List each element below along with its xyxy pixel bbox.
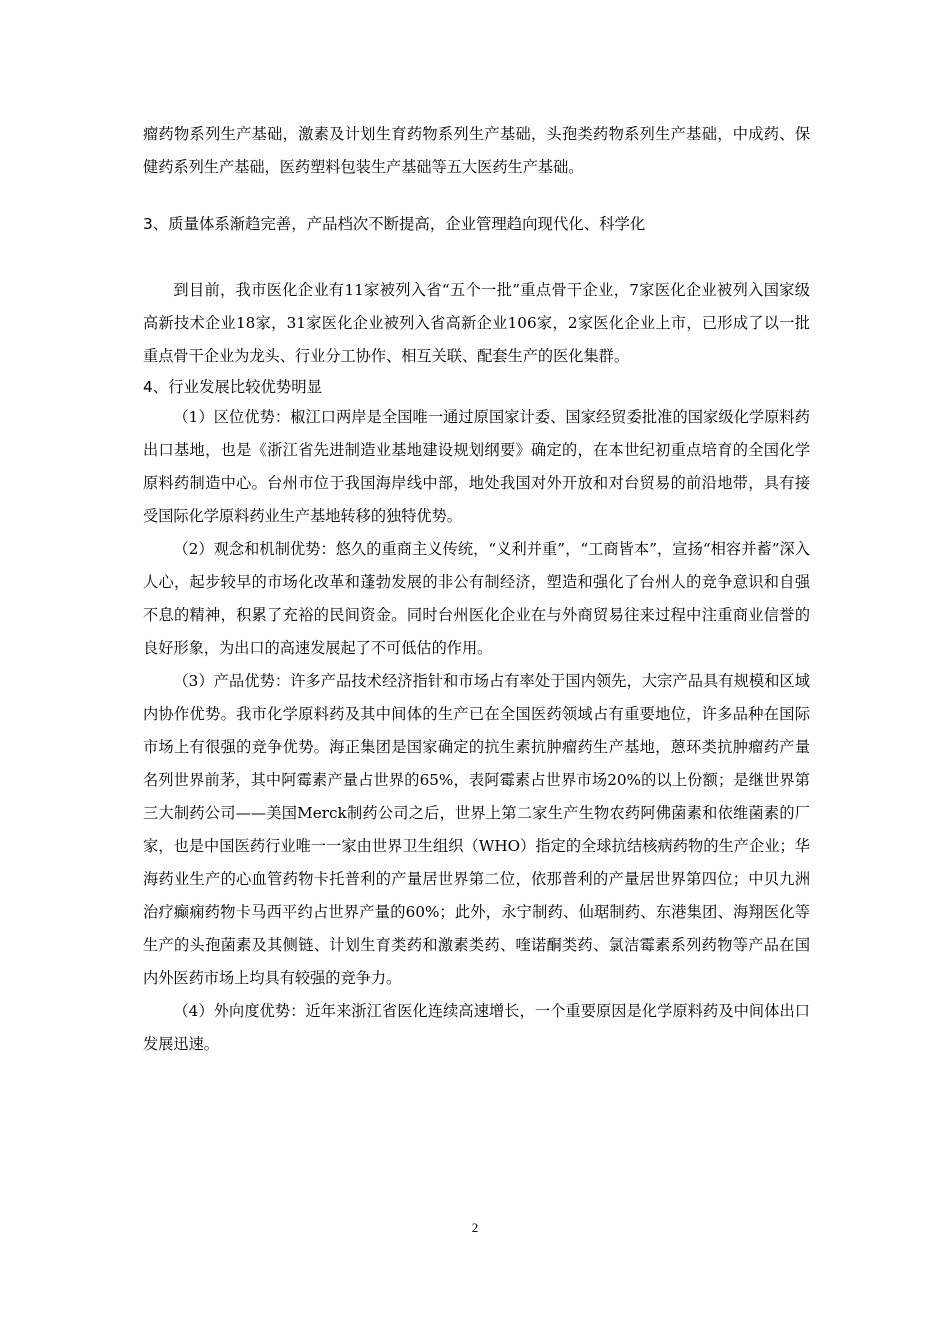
section-3-heading: 3、质量体系渐趋完善，产品档次不断提高，企业管理趋向现代化、科学化: [143, 215, 646, 233]
section-4-paragraph-mechanism: （2）观念和机制优势：悠久的重商主义传统，“义利并重”，“工商皆本”，宣扬“相容并蓄”深入人心，起步较早的市场化改革和蓬勃发展的非公有制经济，塑造和强化了台州人的竞争意识和自强不息的精神，积累了充裕的民间资金。同时台州医化企业在与外商贸易往来过程中注重商业信誉的良好形象，为出口的高速发展起了不可低估的作用。: [143, 540, 810, 657]
section-4-paragraph-product: （3）产品优势：许多产品技术经济指针和市场占有率处于国内领先，大宗产品具有规模和区域内协作优势。我市化学原料药及其中间体的生产已在全国医药领域占有重要地位，许多品种在国际市场上有很强的竞争优势。海正集团是国家确定的抗生素抗肿瘤药生产基地，蒽环类抗肿瘤药产量名列世界前茅，其中阿霉素产量占世界的65%，表阿霉素占世界市场20%的以上份额；是继世界第三大制药公司——美国Merck制药公司之后，世界上第二家生产生物农药阿佛菌素和依维菌素的厂家，也是中国医药行业唯一一家由世界卫生组织（WHO）指定的全球抗结核病药物的生产企业；华海药业生产的心血管药物卡托普利的产量居世界第二位，依那普利的产量居世界第四位；中贝九洲治疗癫痫药物卡马西平约占世界产量的60%；此外，永宁制药、仙琚制药、东港集团、海翔医化等生产的头孢菌素及其侧链、计划生育类药和激素类药、喹诺酮类药、氯洁霉素系列药物等产品在国内外医药市场上均具有较强的竞争力。: [143, 672, 810, 987]
section-4-paragraph-export: （4）外向度优势：近年来浙江省医化连续高速增长，一个重要原因是化学原料药及中间体出口发展迅速。: [143, 1002, 810, 1053]
document-page: [143, 118, 810, 1061]
intro-paragraph: 瘤药物系列生产基础，激素及计划生育药物系列生产基础，头孢类药物系列生产基础，中成药、保健药系列生产基础，医药塑料包装生产基础等五大医药生产基础。: [143, 125, 810, 176]
section-4-heading: 4、行业发展比较优势明显: [143, 378, 323, 396]
section-3-paragraph: 到目前，我市医化企业有11家被列入省“五个一批”重点骨干企业，7家医化企业被列入国家级高新技术企业18家，31家医化企业被列入省高新企业106家，2家医化企业上市，已形成了以一批重点骨干企业为龙头、行业分工协作、相互关联、配套生产的医化集群。: [143, 281, 810, 365]
page-number: 2: [471, 1220, 479, 1235]
section-4-paragraph-location: （1）区位优势：椒江口两岸是全国唯一通过原国家计委、国家经贸委批准的国家级化学原料药出口基地，也是《浙江省先进制造业基地建设规划纲要》确定的，在本世纪初重点培育的全国化学原料药制造中心。台州市位于我国海岸线中部，地处我国对外开放和对台贸易的前沿地带，具有接受国际化学原料药业生产基地转移的独特优势。: [143, 408, 810, 525]
